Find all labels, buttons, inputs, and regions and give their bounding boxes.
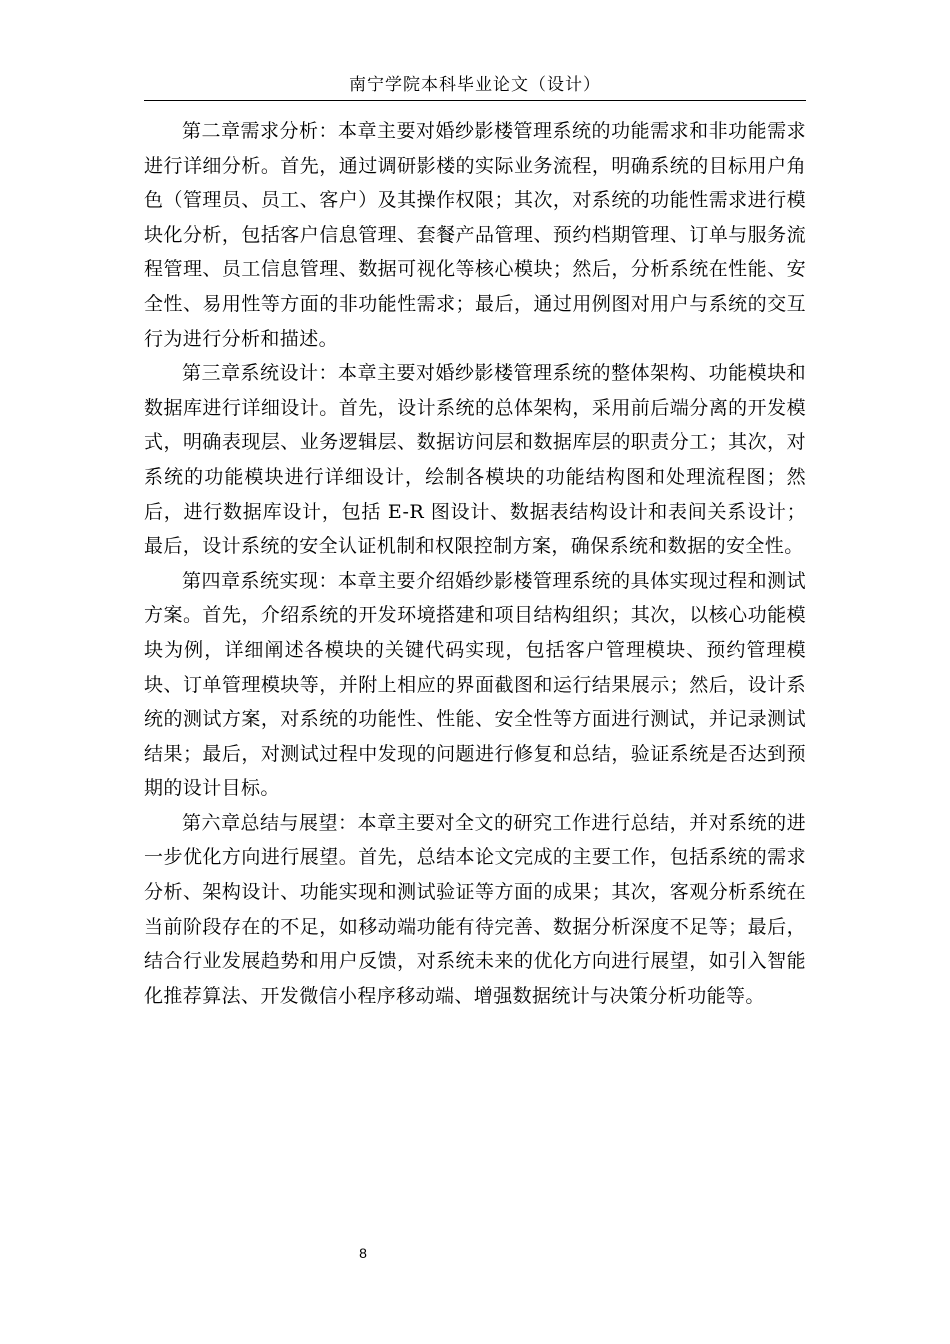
body-text (144, 114, 806, 1013)
header-rule (144, 100, 806, 101)
page-number: 8 (359, 1245, 367, 1261)
paragraph-chapter-6: 第六章总结与展望：本章主要对全文的研究工作进行总结，并对系统的进一步优化方向进行展望。首先，总结本论文完成的主要工作，包括系统的需求分析、架构设计、功能实现和测试验证等方面的成果；其次，客观分析系统在当前阶段存在的不足，如移动端功能有待完善、数据分析深度不足等；最后，结合行业发展趋势和用户反馈，对系统未来的优化方向进行展望，如引入智能化推荐算法、开发微信小程序移动端、增强数据统计与决策分析功能等。 (144, 811, 806, 1007)
running-header: 南宁学院本科毕业论文（设计） (349, 75, 601, 95)
paragraph-chapter-2: 第二章需求分析：本章主要对婚纱影楼管理系统的功能需求和非功能需求进行详细分析。首先，通过调研影楼的实际业务流程，明确系统的目标用户角色（管理员、员工、客户）及其操作权限；其次，对系统的功能性需求进行模块化分析，包括客户信息管理、套餐产品管理、预约档期管理、订单与服务流程管理、员工信息管理、数据可视化等核心模块；然后，分析系统在性能、安全性、易用性等方面的非功能性需求；最后，通过用例图对用户与系统的交互行为进行分析和描述。 (144, 120, 806, 350)
paragraph-chapter-3: 第三章系统设计：本章主要对婚纱影楼管理系统的整体架构、功能模块和数据库进行详细设计。首先，设计系统的总体架构，采用前后端分离的开发模式，明确表现层、业务逻辑层、数据访问层和数据库层的职责分工；其次，对系统的功能模块进行详细设计，绘制各模块的功能结构图和处理流程图；然后，进行数据库设计，包括 E-R 图设计、数据表结构设计和表间关系设计；最后，设计系统的安全认证机制和权限控制方案，确保系统和数据的安全性。 (144, 362, 806, 558)
paragraph-chapter-4: 第四章系统实现：本章主要介绍婚纱影楼管理系统的具体实现过程和测试方案。首先，介绍系统的开发环境搭建和项目结构组织；其次，以核心功能模块为例，详细阐述各模块的关键代码实现，包括客户管理模块、预约管理模块、订单管理模块等，并附上相应的界面截图和运行结果展示；然后，设计系统的测试方案，对系统的功能性、性能、安全性等方面进行测试，并记录测试结果；最后，对测试过程中发现的问题进行修复和总结，验证系统是否达到预期的设计目标。 (144, 569, 806, 800)
